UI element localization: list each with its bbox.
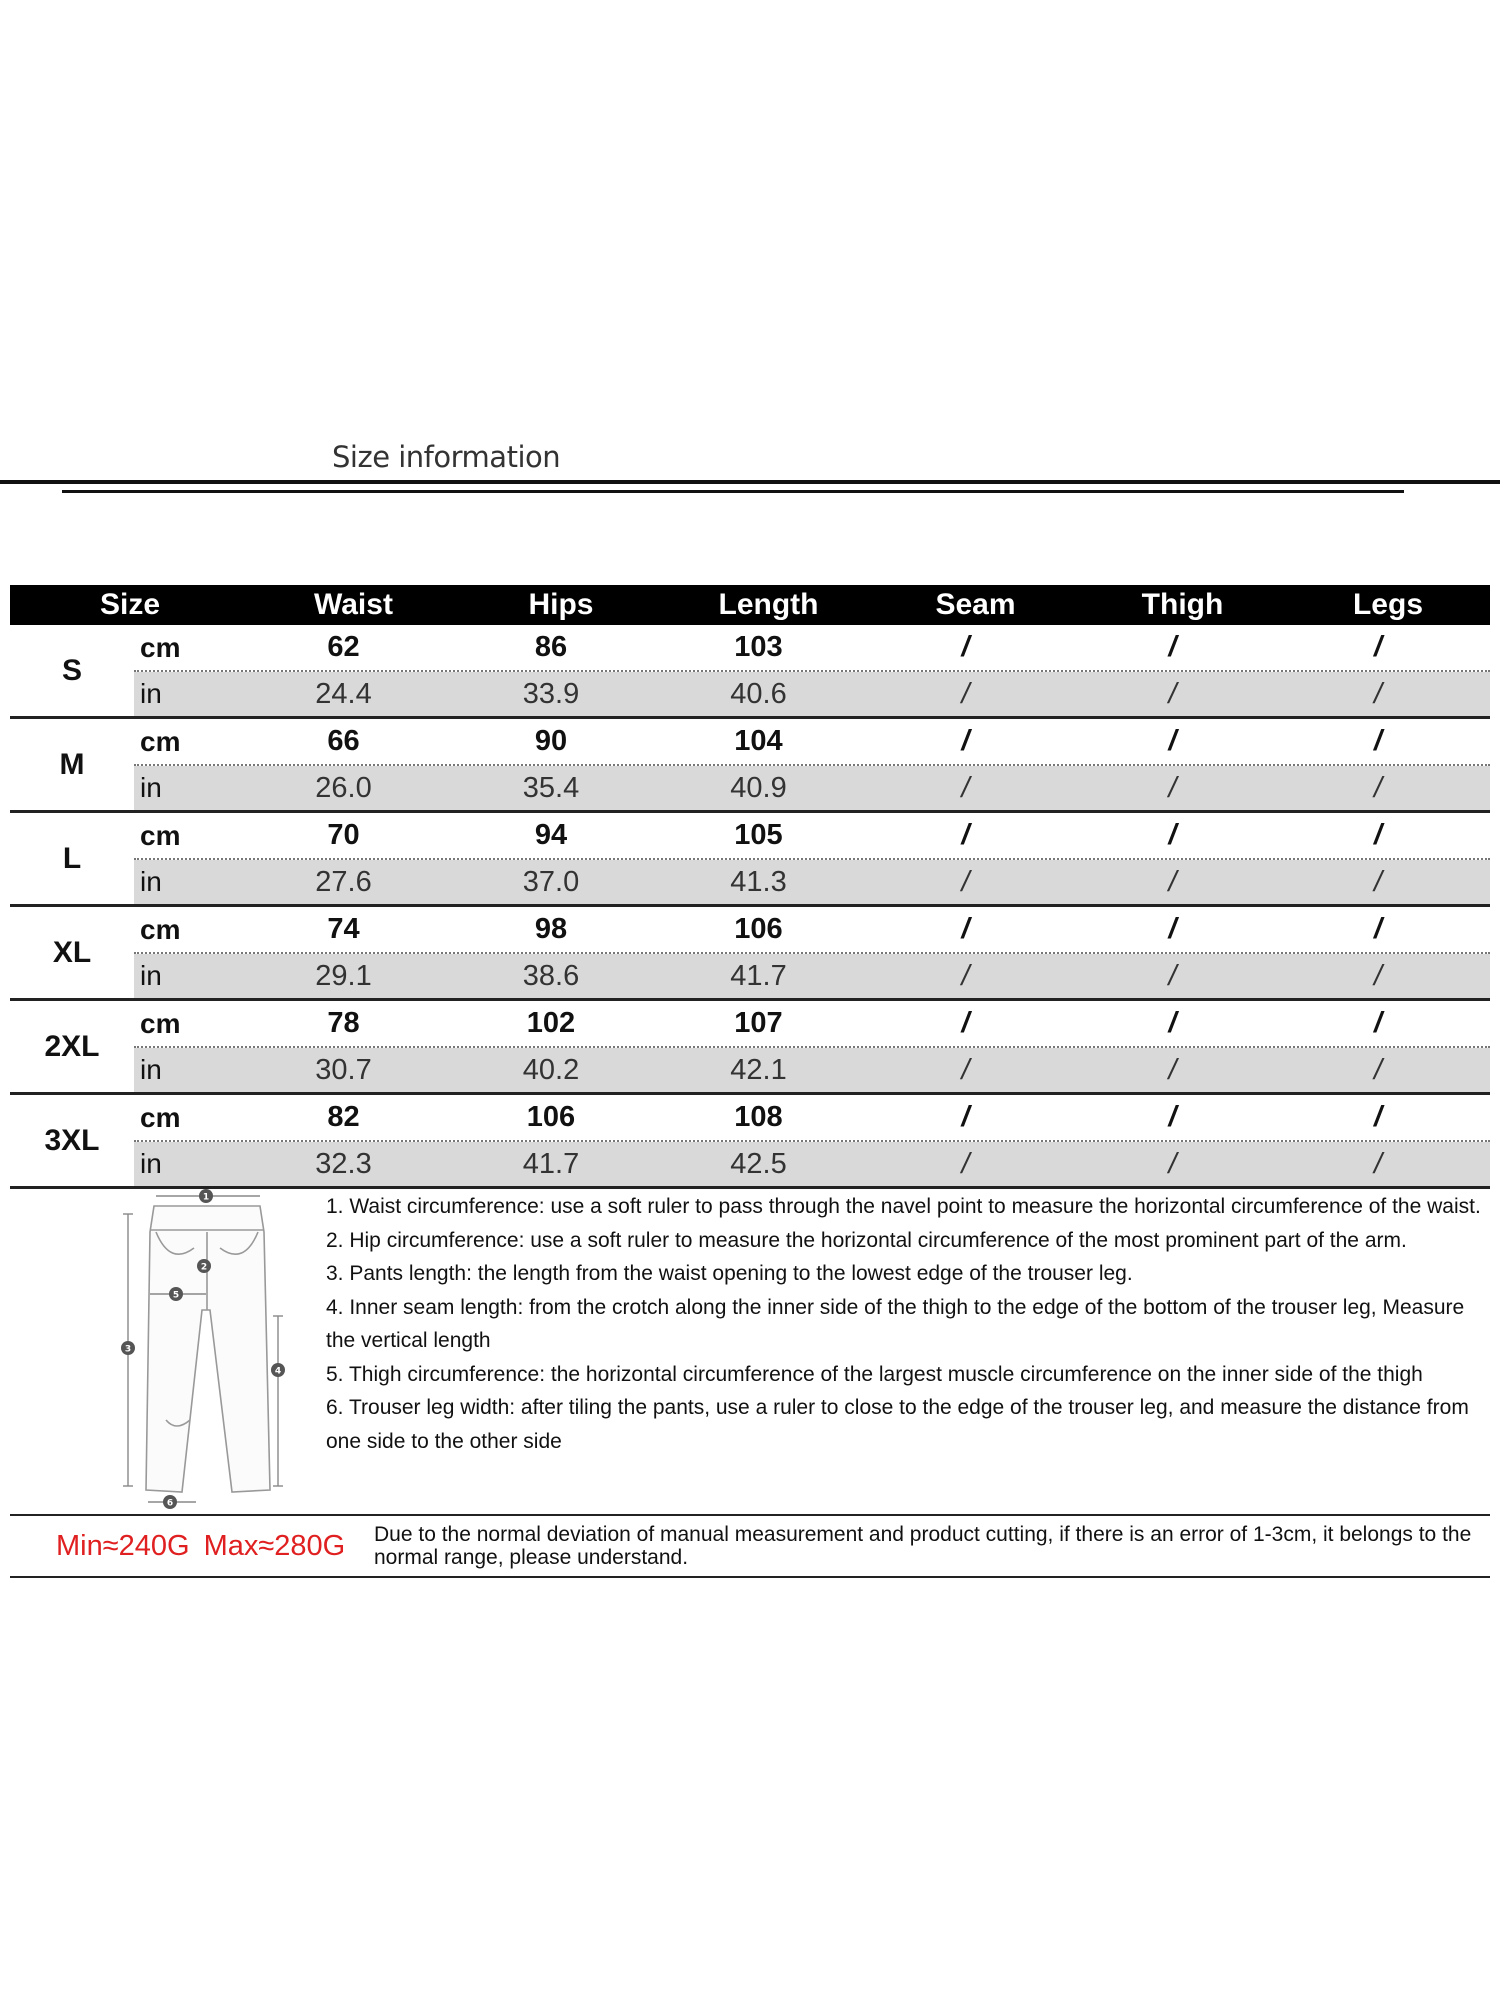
table-cell: 41.7 <box>522 1147 580 1180</box>
unit-label: cm <box>140 631 181 663</box>
table-cell: / <box>961 677 970 710</box>
size-label: L <box>62 841 82 875</box>
table-cell: / <box>1168 1147 1177 1180</box>
table-cell: 40.6 <box>730 677 787 710</box>
header-waist: Waist <box>314 588 393 621</box>
table-cell: / <box>1168 1101 1177 1133</box>
table-row-in <box>134 1048 1490 1092</box>
footer-rule-top <box>10 1514 1490 1516</box>
table-cell: / <box>1168 725 1177 757</box>
table-cell: 98 <box>534 913 568 945</box>
table-cell: 35.4 <box>522 771 580 804</box>
table-cell: 108 <box>734 1101 783 1133</box>
svg-text:3: 3 <box>124 1344 132 1355</box>
note-1: 1. Waist circumference: use a soft ruler to pass through the navel point to measure the horizontal circumference of the waist. <box>326 1195 1481 1218</box>
disclaimer-text: Due to the normal deviation of manual measurement and product cutting, if there is an error of 1-3cm, it belongs to the normal range, please understand. <box>374 1523 1472 1569</box>
table-cell: 70 <box>327 819 360 851</box>
header-size: Size <box>99 588 161 621</box>
size-group <box>10 813 1490 907</box>
table-cell: / <box>1373 677 1383 710</box>
header-legs: Legs <box>1352 588 1424 621</box>
table-cell: / <box>961 913 970 945</box>
table-cell: 41.3 <box>730 865 787 898</box>
svg-text:2: 2 <box>200 1262 208 1273</box>
unit-label: cm <box>140 819 181 851</box>
table-cell: 32.3 <box>315 1147 372 1180</box>
unit-label: cm <box>140 1007 181 1039</box>
table-row-in <box>134 954 1490 998</box>
table-cell: / <box>1168 959 1177 992</box>
table-body <box>10 625 1490 1189</box>
marker-4 <box>271 1363 285 1377</box>
svg-text:5: 5 <box>172 1290 180 1301</box>
table-cell: / <box>1373 1147 1383 1180</box>
table-header <box>10 585 1490 625</box>
size-group <box>10 907 1490 1001</box>
size-group <box>10 625 1490 719</box>
unit-label: cm <box>140 725 181 757</box>
unit-label: in <box>140 1054 162 1085</box>
pants-measurement-diagram <box>110 1170 300 1510</box>
table-cell: / <box>961 959 970 992</box>
table-cell: 82 <box>327 1101 360 1133</box>
table-cell: 40.9 <box>730 771 787 804</box>
header-hips: Hips <box>528 588 594 621</box>
table-cell: 107 <box>734 1007 783 1039</box>
footer-rule-bottom <box>10 1576 1490 1578</box>
title-rule-top <box>0 480 1500 484</box>
svg-text:6: 6 <box>166 1498 174 1509</box>
table-cell: / <box>1373 865 1383 898</box>
marker-5 <box>169 1287 183 1301</box>
table-cell: / <box>1373 959 1383 992</box>
table-cell: 74 <box>327 913 360 945</box>
table-cell: / <box>1168 631 1177 663</box>
table-cell: 94 <box>534 819 568 851</box>
note-6: 6. Trouser leg width: after tiling the pants, use a ruler to close to the edge of the trouser leg, and measure the distance from one side to the other side <box>326 1396 1469 1453</box>
svg-text:4: 4 <box>274 1366 282 1377</box>
table-cell: / <box>961 771 970 804</box>
table-cell: 30.7 <box>315 1053 372 1086</box>
table-row-cm <box>134 907 1490 954</box>
table-cell: 29.1 <box>315 959 372 992</box>
table-cell: 106 <box>526 1101 576 1133</box>
size-label: XL <box>52 935 92 969</box>
size-label: M <box>59 747 85 781</box>
table-cell: / <box>961 1053 970 1086</box>
table-cell: / <box>961 819 970 851</box>
table-cell: 37.0 <box>522 865 580 898</box>
table-row-cm <box>134 813 1490 860</box>
table-row-cm <box>134 625 1490 672</box>
table-cell: 42.5 <box>730 1147 787 1180</box>
table-row-cm <box>134 1095 1490 1142</box>
size-label: 3XL <box>44 1123 100 1157</box>
table-cell: / <box>1168 677 1177 710</box>
table-cell: / <box>1373 913 1383 945</box>
table-cell: 103 <box>734 631 783 663</box>
table-row-in <box>134 672 1490 716</box>
marker-2 <box>197 1259 211 1273</box>
table-cell: 78 <box>327 1007 360 1039</box>
unit-label: in <box>140 960 162 991</box>
table-cell: 104 <box>734 725 783 757</box>
table-cell: 62 <box>327 631 360 663</box>
unit-label: in <box>140 1148 162 1179</box>
table-cell: / <box>961 1147 970 1180</box>
table-cell: / <box>1373 1101 1383 1133</box>
table-cell: / <box>1168 771 1177 804</box>
unit-label: in <box>140 678 162 709</box>
table-row-in <box>134 1142 1490 1186</box>
table-cell: / <box>1373 725 1383 757</box>
table-cell: 26.0 <box>315 771 372 804</box>
table-cell: 106 <box>734 913 783 945</box>
table-cell: 40.2 <box>522 1053 580 1086</box>
unit-label: in <box>140 772 162 803</box>
unit-label: cm <box>140 913 181 945</box>
weight-min: Min≈240G <box>56 1530 190 1562</box>
unit-label: cm <box>140 1101 181 1133</box>
table-cell: / <box>1373 631 1383 663</box>
marker-6 <box>163 1495 177 1509</box>
table-cell: / <box>1373 771 1383 804</box>
table-cell: / <box>961 1007 970 1039</box>
note-4: 4. Inner seam length: from the crotch along the inner side of the thigh to the edge of the bottom of the trouser leg, Measure the vertical length <box>326 1295 1465 1352</box>
svg-text:1: 1 <box>202 1192 210 1203</box>
pants-diagram-svg <box>110 1170 300 1510</box>
table-cell: 33.9 <box>522 677 580 710</box>
note-2: 2. Hip circumference: use a soft ruler to measure the horizontal circumference of the most prominent part of the arm. <box>326 1228 1407 1252</box>
weight-max: Max≈280G <box>203 1530 346 1562</box>
table-cell: / <box>961 865 970 898</box>
table-row-in <box>134 766 1490 810</box>
table-cell: / <box>1168 913 1177 945</box>
size-group <box>10 1001 1490 1095</box>
table-cell: 24.4 <box>315 677 372 710</box>
measurement-notes <box>326 1190 1496 1458</box>
weight-range <box>56 1530 359 1563</box>
table-cell: / <box>1168 819 1177 851</box>
table-cell: 102 <box>526 1007 576 1039</box>
marker-3 <box>121 1341 135 1355</box>
table-row-cm <box>134 1001 1490 1048</box>
header-length: Length <box>718 588 819 621</box>
table-cell: / <box>1373 1007 1383 1039</box>
size-group <box>10 719 1490 813</box>
table-cell: / <box>961 631 970 663</box>
table-row-cm <box>134 719 1490 766</box>
note-5: 5. Thigh circumference: the horizontal circumference of the largest muscle circumference on the inner side of the thigh <box>326 1362 1423 1386</box>
marker-1 <box>199 1189 213 1203</box>
table-row-in <box>134 860 1490 904</box>
note-3: 3. Pants length: the length from the waist opening to the lowest edge of the trouser leg. <box>326 1262 1133 1285</box>
table-cell: / <box>1373 819 1383 851</box>
table-cell: 41.7 <box>730 959 787 992</box>
table-cell: / <box>1168 865 1177 898</box>
table-cell: 90 <box>534 725 568 757</box>
page-title: Size information <box>332 440 561 474</box>
table-cell: 38.6 <box>522 959 580 992</box>
table-cell: / <box>1168 1007 1177 1039</box>
header-seam: Seam <box>935 588 1016 621</box>
table-cell: / <box>1168 1053 1177 1086</box>
size-label: S <box>61 653 82 687</box>
table-cell: 27.6 <box>315 865 372 898</box>
table-cell: / <box>961 725 970 757</box>
unit-label: in <box>140 866 162 897</box>
table-cell: 66 <box>327 725 360 757</box>
size-table <box>10 585 1490 1189</box>
table-cell: 86 <box>534 631 568 663</box>
size-label: 2XL <box>44 1029 100 1063</box>
table-cell: / <box>961 1101 970 1133</box>
table-cell: 42.1 <box>730 1053 787 1086</box>
table-cell: 105 <box>734 819 783 851</box>
title-rule-bottom <box>62 490 1404 493</box>
header-thigh: Thigh <box>1141 588 1224 621</box>
table-cell: / <box>1373 1053 1383 1086</box>
